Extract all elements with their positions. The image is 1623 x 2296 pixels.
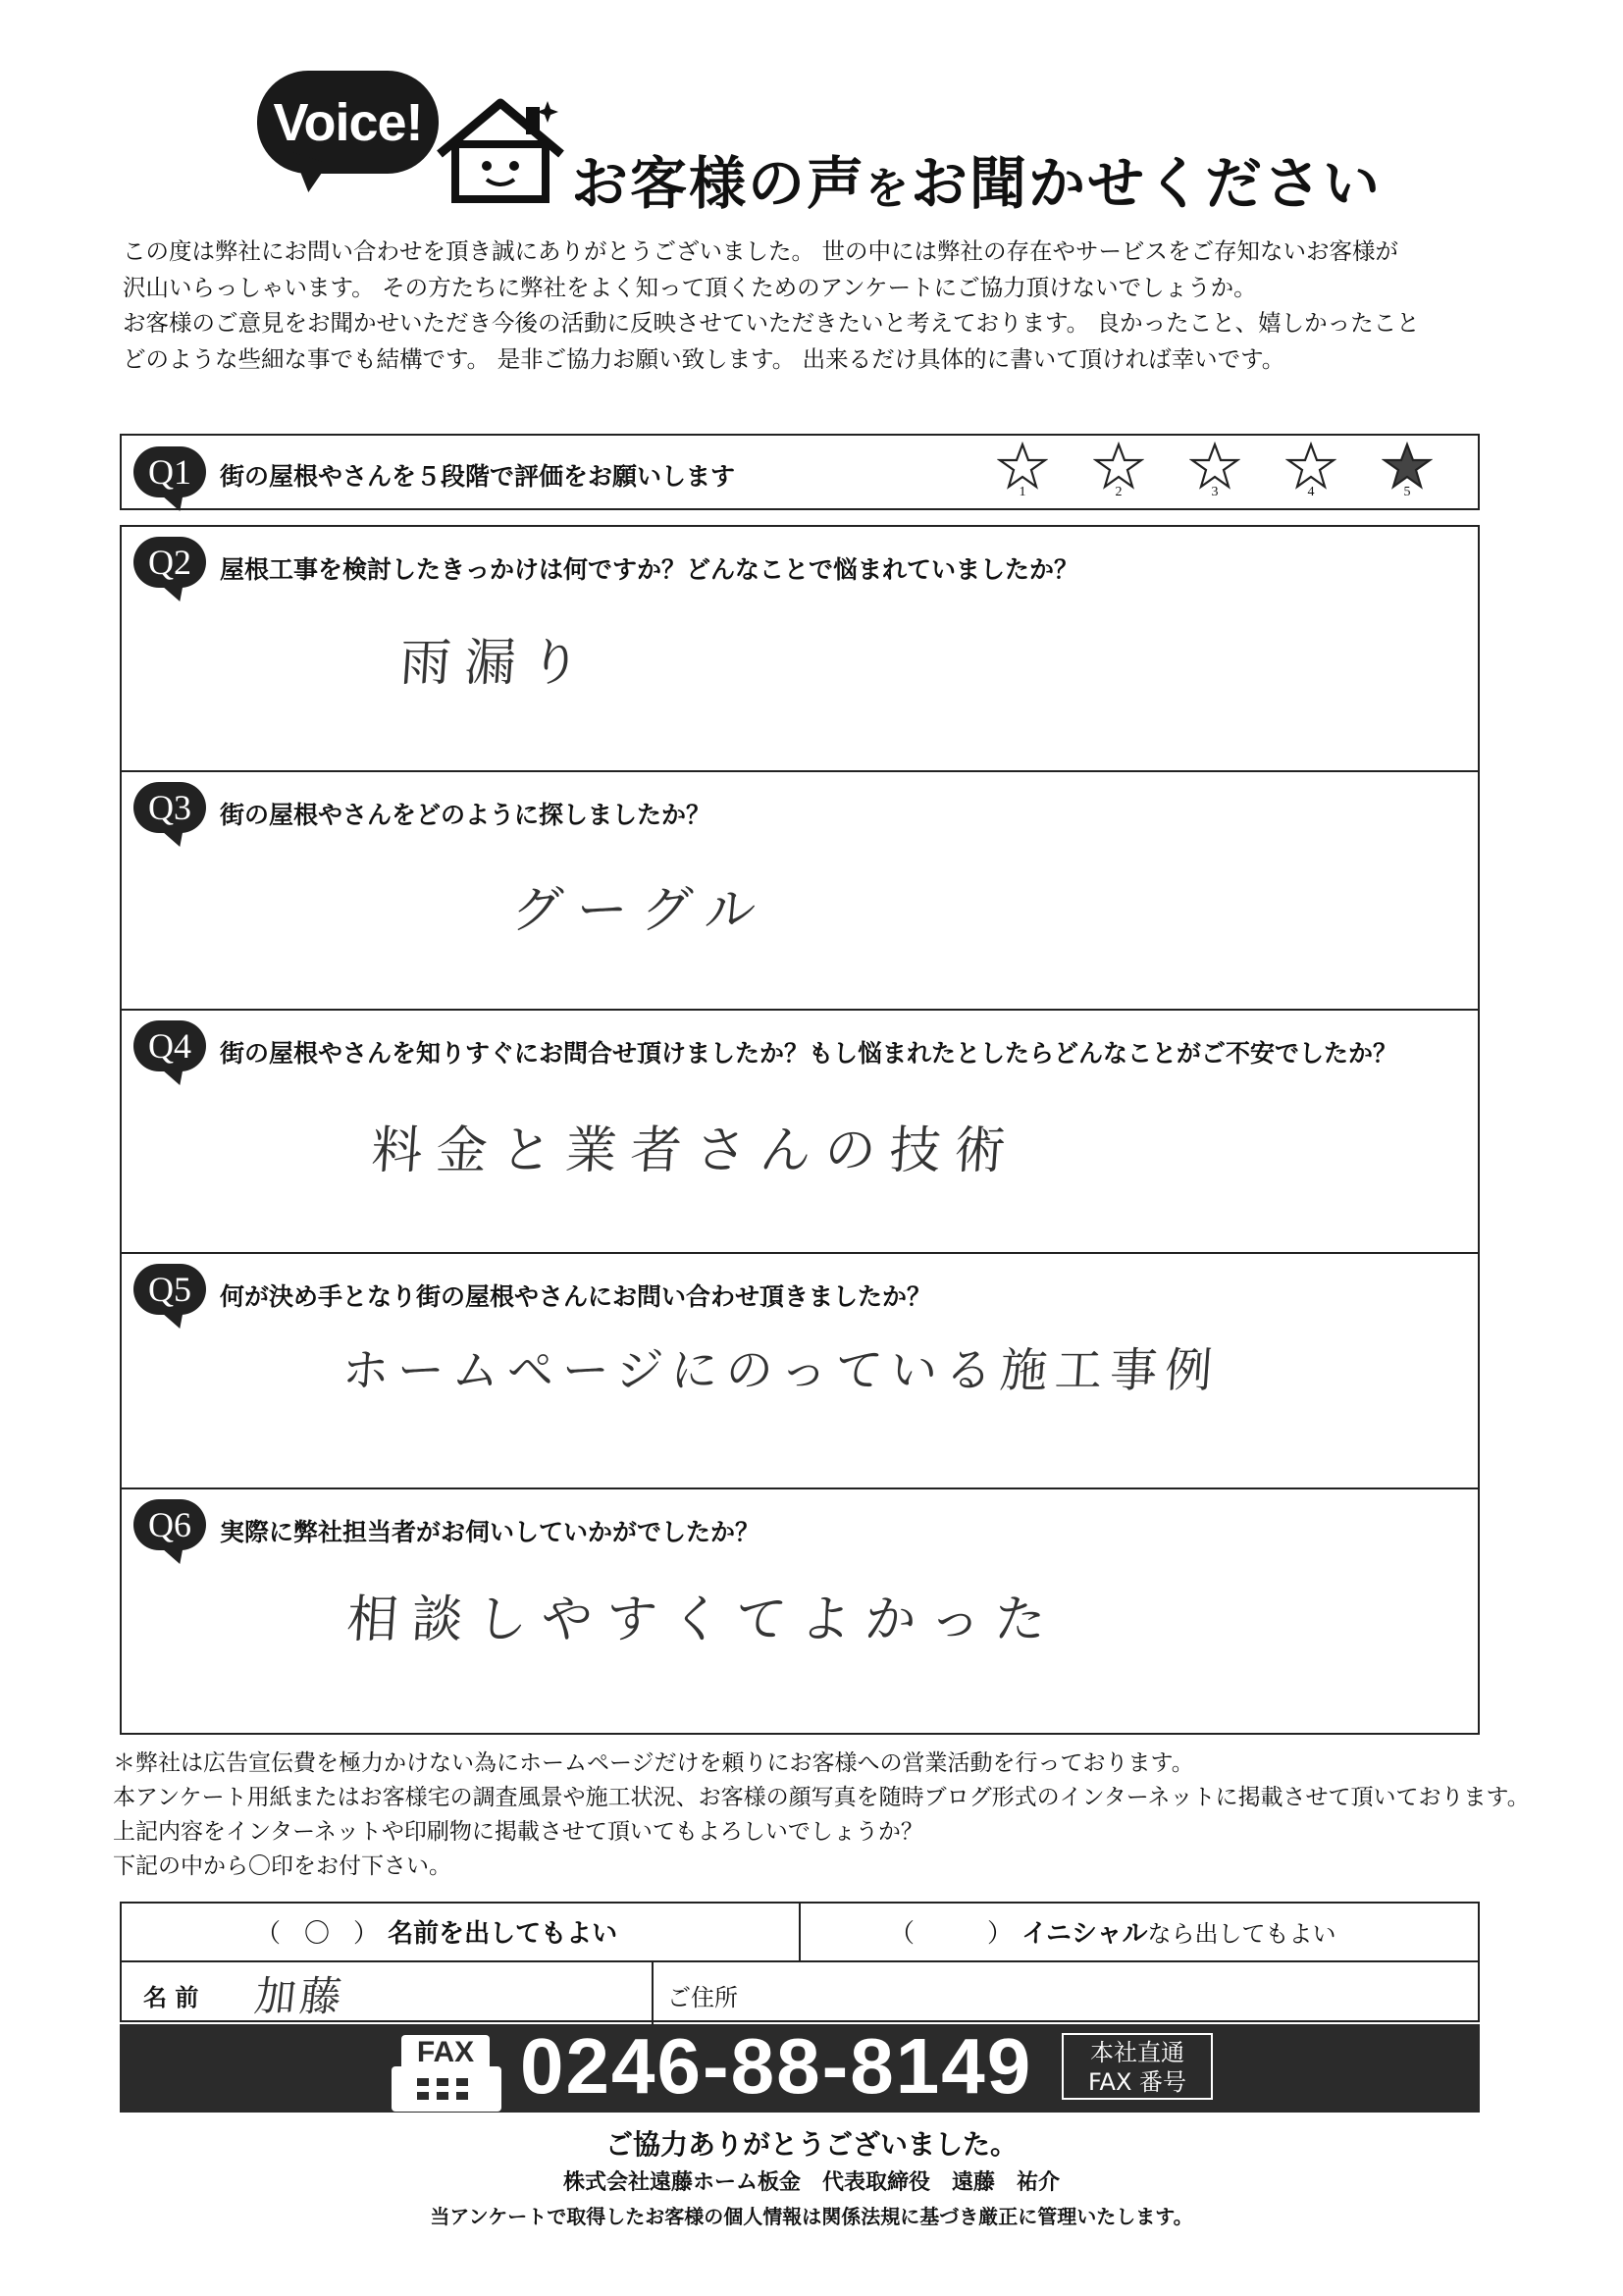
question-text: 屋根工事を検討したきっかけは何ですか？どんなことで悩まれていましたか？ — [220, 555, 1079, 584]
intro-line: どのような些細な事でも結構です。 是非ご協力お願い致します。 出来るだけ具体的に書いて頂ければ幸いです。 — [123, 344, 1285, 373]
consent-table — [120, 1902, 1480, 2022]
rating-stars[interactable] — [997, 442, 1433, 502]
star-4[interactable] — [1285, 442, 1336, 502]
question-text: 何が決め手となり街の屋根やさんにお問い合わせ頂きましたか？ — [220, 1282, 932, 1311]
answer-handwritten: ホームページにのっている施工事例 — [340, 1343, 1223, 1398]
question-badge: Q4 — [133, 1020, 206, 1071]
thanks-text: ご協力ありがとうございました。 — [604, 2128, 1018, 2161]
star-label: 2 — [1115, 485, 1123, 499]
star-filled-icon — [1382, 442, 1433, 491]
star-outline-icon — [1093, 442, 1144, 491]
name-field[interactable]: 加藤 — [252, 1972, 348, 2020]
title-sub: お聞かせください — [911, 150, 1383, 217]
consent-notes — [113, 1747, 1530, 1884]
fax-direct-label — [1062, 2033, 1213, 2100]
fax-label-line: FAX 番号 — [1087, 2068, 1187, 2096]
fax-icon-label: FAX — [416, 2036, 475, 2068]
intro-line: この度は弊社にお問い合わせを頂き誠にありがとうございました。 世の中には弊社の存在やサービスをご存知ないお客様が — [123, 237, 1398, 265]
name-label: 名 前 — [143, 1984, 199, 2011]
note-line: 下記の中から〇印をお付下さい。 — [113, 1853, 451, 1879]
question-text: 街の屋根やさんを５段階で評価をお願いします — [220, 462, 736, 491]
voice-badge: Voice! — [257, 71, 439, 174]
privacy-notice: 当アンケートで取得したお客様の個人情報は関係法規に基づき厳正に管理いたします。 — [430, 2205, 1193, 2228]
question-3-box — [120, 770, 1480, 1011]
question-2-box — [120, 525, 1480, 772]
option-initial-ok[interactable]: （ ） イニシャルなら出してもよい — [889, 1919, 1336, 1949]
star-3[interactable] — [1189, 442, 1240, 502]
question-badge: Q1 — [133, 446, 206, 497]
star-outline-icon — [997, 442, 1048, 491]
star-label: 3 — [1211, 485, 1219, 499]
title-main: お客様の声 — [571, 150, 866, 217]
question-badge: Q5 — [133, 1264, 206, 1315]
title-particle: を — [865, 164, 912, 214]
option-name-mark[interactable]: 〇 — [304, 1919, 331, 1949]
question-1-box — [120, 434, 1480, 510]
question-4-box — [120, 1009, 1480, 1254]
fax-machine-icon — [388, 2031, 505, 2113]
star-1[interactable] — [997, 442, 1048, 502]
option-name-ok[interactable]: （ 〇 ） 名前を出してもよい — [255, 1913, 617, 1950]
star-2[interactable] — [1093, 442, 1144, 502]
page-title — [571, 137, 1382, 220]
star-outline-icon — [1189, 442, 1240, 491]
question-6-box — [120, 1487, 1480, 1735]
answer-handwritten: グーグル — [509, 881, 772, 940]
star-outline-icon — [1285, 442, 1336, 491]
question-badge: Q6 — [133, 1499, 206, 1550]
option-initial-suffix: なら出してもよい — [1147, 1920, 1336, 1948]
company-info: 株式会社遠藤ホーム板金 代表取締役 遠藤 祐介 — [562, 2170, 1060, 2195]
note-line: ＊弊社は広告宣伝費を極力かけない為にホームページだけを頼りにお客様への営業活動を行っております。 — [113, 1750, 1194, 1776]
star-5[interactable] — [1382, 442, 1433, 502]
note-line: 上記内容をインターネットや印刷物に掲載させて頂いてもよろしいでしょうか？ — [113, 1819, 923, 1845]
address-label: ご住所 — [667, 1984, 738, 2011]
option-name-label: 名前を出してもよい — [388, 1919, 618, 1949]
star-label: 5 — [1403, 485, 1411, 499]
smiling-house-icon — [432, 93, 569, 206]
question-text: 街の屋根やさんをどのように探しましたか？ — [220, 801, 711, 829]
intro-line: お客様のご意見をお聞かせいただき今後の活動に反映させていただきたいと考えております。 良かったこと、嬉しかったこと — [123, 309, 1420, 337]
answer-handwritten: 雨漏り — [397, 634, 597, 693]
intro-line: 沢山いらっしゃいます。 その方たちに弊社をよく知って頂くためのアンケートにご協力頂けないでしょうか。 — [123, 273, 1257, 301]
fax-label-line: 本社直通 — [1090, 2039, 1184, 2066]
question-text: 実際に弊社担当者がお伺いしていかがでしたか？ — [220, 1518, 760, 1546]
answer-handwritten: 相談しやすくてよかった — [344, 1591, 1062, 1649]
star-label: 4 — [1307, 485, 1315, 499]
star-label: 1 — [1019, 485, 1026, 499]
question-badge: Q2 — [133, 537, 206, 588]
question-text: 街の屋根やさんを知りすぐにお問合せ頂けましたか？もし悩まれたとしたらどんなことがご不安でしたか？ — [220, 1039, 1398, 1068]
question-badge: Q3 — [133, 782, 206, 833]
question-5-box — [120, 1252, 1480, 1489]
fax-number[interactable]: 0246-88-8149 — [520, 2022, 1033, 2110]
option-initial-label: イニシャル — [1021, 1919, 1148, 1949]
note-line: 本アンケート用紙またはお客様宅の調査風景や施工状況、お客様の顔写真を随時ブログ形式のインターネットに掲載させて頂いております。 — [113, 1785, 1530, 1810]
answer-handwritten: 料金と業者さんの技術 — [369, 1122, 1021, 1180]
intro-text — [123, 234, 1516, 377]
